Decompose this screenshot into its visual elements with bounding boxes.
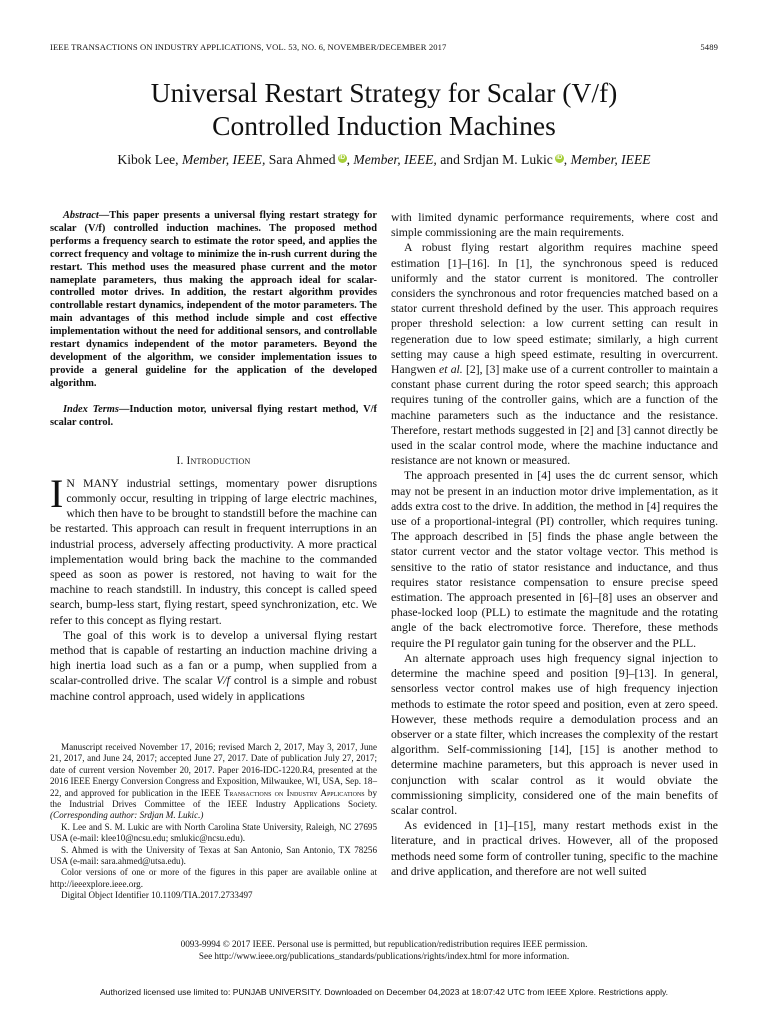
- author-2-name: Sara Ahmed: [268, 152, 336, 167]
- left-column: [50, 210, 377, 704]
- footnote-affiliation-2: S. Ahmed is with the University of Texas at San Antonio, San Antonio, TX 78256 USA (e-mail: sara.ahmed@utsa.edu).: [50, 844, 377, 867]
- title-line-1: Universal Restart Strategy for Scalar (V/f): [150, 77, 618, 108]
- section-title: Introduction: [186, 454, 251, 467]
- intro-paragraph-2: The goal of this work is to develop a universal flying restart method that is capable of restarting an induction machine driving a high inertia load such as a fan or a pump, when supplied from a scalar-controlled drive. The scalar V/f control is a simple and robust machine control approach, used widely in applications: [50, 628, 377, 703]
- abstract-label: Abstract: [63, 210, 99, 221]
- running-header: [50, 42, 718, 52]
- index-terms-label: Index Terms: [63, 403, 119, 415]
- footnotes: [50, 742, 377, 902]
- footnote-doi: Digital Object Identifier 10.1109/TIA.2017.2733497: [61, 890, 253, 901]
- paper-title: [0, 76, 768, 142]
- right-column: [391, 210, 718, 879]
- footnote-affiliation-1: K. Lee and S. M. Lukic are with North Carolina State University, Raleigh, NC 27695 USA (e-mail: klee10@ncsu.edu; smlukic@ncsu.edu).: [50, 821, 377, 844]
- abstract: [50, 210, 377, 391]
- abstract-text: —This paper presents a universal flying restart strategy for scalar (V/f) controlled induction machines. The proposed method performs a frequency search to estimate the rotor speed, and applies the correct frequency and voltage to minimize the in-rush current during the restart. This method uses the measured phase current and the motor nameplate parameters, thus making the approach ideal for scalar-controlled motor drives. In addition, the restart algorithm provides controllable restart dynamics, independent of the motor parameters. The main advantages of this method include simple and cost effective implementation without the need for additional sensors, and controllable restart dynamics independent of the motor parameters. Beyond the development of the algorithm, we consider implementation issues to provide a general guideline for the application of the developed algorithm.: [50, 210, 377, 389]
- author-3-role: Member, IEEE: [570, 152, 651, 167]
- author-conjunction: and: [440, 152, 460, 167]
- footnote-manuscript: Manuscript received November 17, 2016; revised March 2, 2017, May 3, 2017, June 21, 2017, and June 24, 2017; accepted June 27, 2017. Date of publication July 27, 2017; date of current version November 20, 2017. Paper 2016-IDC-1220.R4, presented at the 2016 IEEE Energy Conversion Congress and Exposition, Milwaukee, WI, USA, Sep. 18–22, and approved for publication in the IEEE Transactions on Industry Applications by the Industrial Drives Committee of the IEEE Industry Applications Society. (Corresponding author: Srdjan M. Lukic.): [50, 742, 377, 821]
- right-paragraph-3: An alternate approach uses high frequency signal injection to determine the machine speed and position [9]–[13]. In general, sensorless vector control makes use of high frequency injection methods to estimate the rotor speed and position, even at zero speed. However, these methods require a demodulation process and an observer or a state filter, which increases the complexity of the restart algorithm. Self-commissioning [14], [15] is another method to determine machine parameters, but this approach is never used in conjunction with scalar control as it would obviate the commissioning simplicity, considered one of the main benefits of scalar control.: [391, 651, 718, 817]
- right-paragraph-4: As evidenced in [1]–[15], many restart methods exist in the literature, and in practical drives. However, all of the proposed methods need some form of controller tuning, specific to the machine and drive application, and therefore are not well suited: [391, 819, 718, 878]
- index-terms-text: —Induction motor, universal flying restart method, V/f scalar control.: [50, 403, 377, 428]
- copyright-line-1: 0093-9994 © 2017 IEEE. Personal use is permitted, but republication/redistribution requires IEEE permission.: [180, 939, 588, 949]
- intro-paragraph-1-text: N MANY industrial settings, momentary power disruptions commonly occur, resulting in tripping of large electric machines, which then have to be brought to standstill before the machine can be restarted. This approach can result in frequent interruptions in an industrial process, adversely affecting productivity. A more practical implementation would bring back the machine to the commanded speed as soon as power is restored, not having to wait for the machine to reach standstill. In industry, this concept is called speed search, bump-less start, flying restart, speed synchronization, etc. We refer to this concept as flying restart.: [50, 476, 377, 627]
- title-line-2: Controlled Induction Machines: [212, 110, 556, 141]
- page-number: 5489: [700, 42, 718, 52]
- section-number: I.: [176, 454, 184, 467]
- orcid-icon[interactable]: iD: [556, 155, 563, 161]
- right-paragraph-1: A robust flying restart algorithm requires machine speed estimation [1]–[16]. In [1], the synchronous speed is reduced uniformly and the stator current is monitored. The controller considers the synchronous and rotor frequencies matched based on a stator current threshold defined by the user. This approach requires proper threshold selection: a low current setting can result in regeneration due to low speed estimate; similarly, a high current setting may cause a high speed estimate, resulting in overcurrent. Hangwen et al. [2], [3] make use of a current controller to maintain a constant phase current during the rotor speed search; this approach requires tuning of the controller gains, which are a function of the machine parameters such as the inductance and the resistance. Therefore, restart methods suggested in [2] and [3] cannot directly be used in the scalar control mode, where the machine inductance and resistance are not known or measured.: [391, 241, 718, 468]
- journal-name: IEEE TRANSACTIONS ON INDUSTRY APPLICATIONS, VOL. 53, NO. 6, NOVEMBER/DECEMBER 2017: [50, 42, 447, 52]
- copyright-line-2: See http://www.ieee.org/publications_standards/publications/rights/index.html for more information.: [198, 951, 570, 961]
- author-1-name: Kibok Lee,: [117, 152, 179, 167]
- author-2-role: Member, IEEE,: [353, 152, 437, 167]
- section-heading-introduction: [50, 454, 377, 469]
- author-3-name: Srdjan M. Lukic: [463, 152, 553, 167]
- copyright-notice: [0, 938, 768, 962]
- authorized-use-notice: Authorized licensed use limited to: PUNJAB UNIVERSITY. Downloaded on December 04,2023 at 18:07:42 UTC from IEEE Xplore. Restrictions apply.: [99, 987, 669, 997]
- index-terms: [50, 404, 377, 430]
- right-paragraph-2: The approach presented in [4] uses the dc current sensor, which may not be present in an induction motor drive implementation, as it adds extra cost to the drive. In addition, the method in [4] requires the use of a proportional-integral (PI) controller, which requires tuning. The approach described in [5] finds the phase angle between the stator current vector and the stator voltage vector. This method is sensitive to the ratio of stator resistance and inductance, and thus requires stator resistance compensation to ensure precise speed estimation. The approach presented in [6]–[8] uses an observer and phase-locked loop (PLL) to estimate the magnitude and the rotating angle of the back electromotive force. Therefore, these methods require the PI regulator gain tuning for the observer and the PLL.: [391, 469, 718, 650]
- intro-paragraph-1: [50, 470, 377, 628]
- orcid-icon[interactable]: iD: [339, 155, 346, 161]
- footnote-color-versions: Color versions of one or more of the figures in this paper are available online at http://ieeexplore.ieee.org.: [50, 867, 377, 889]
- author-list: Kibok Lee, Member, IEEE, Sara Ahmed iD , Member, IEEE, and Srdjan M. Lukic iD , Member, IEEE: [117, 152, 651, 167]
- drop-cap: I: [50, 470, 64, 516]
- author-1-role: Member, IEEE,: [181, 152, 266, 167]
- right-paragraph-continued: with limited dynamic performance requirements, where cost and simple commissioning are the main requirements.: [391, 211, 718, 240]
